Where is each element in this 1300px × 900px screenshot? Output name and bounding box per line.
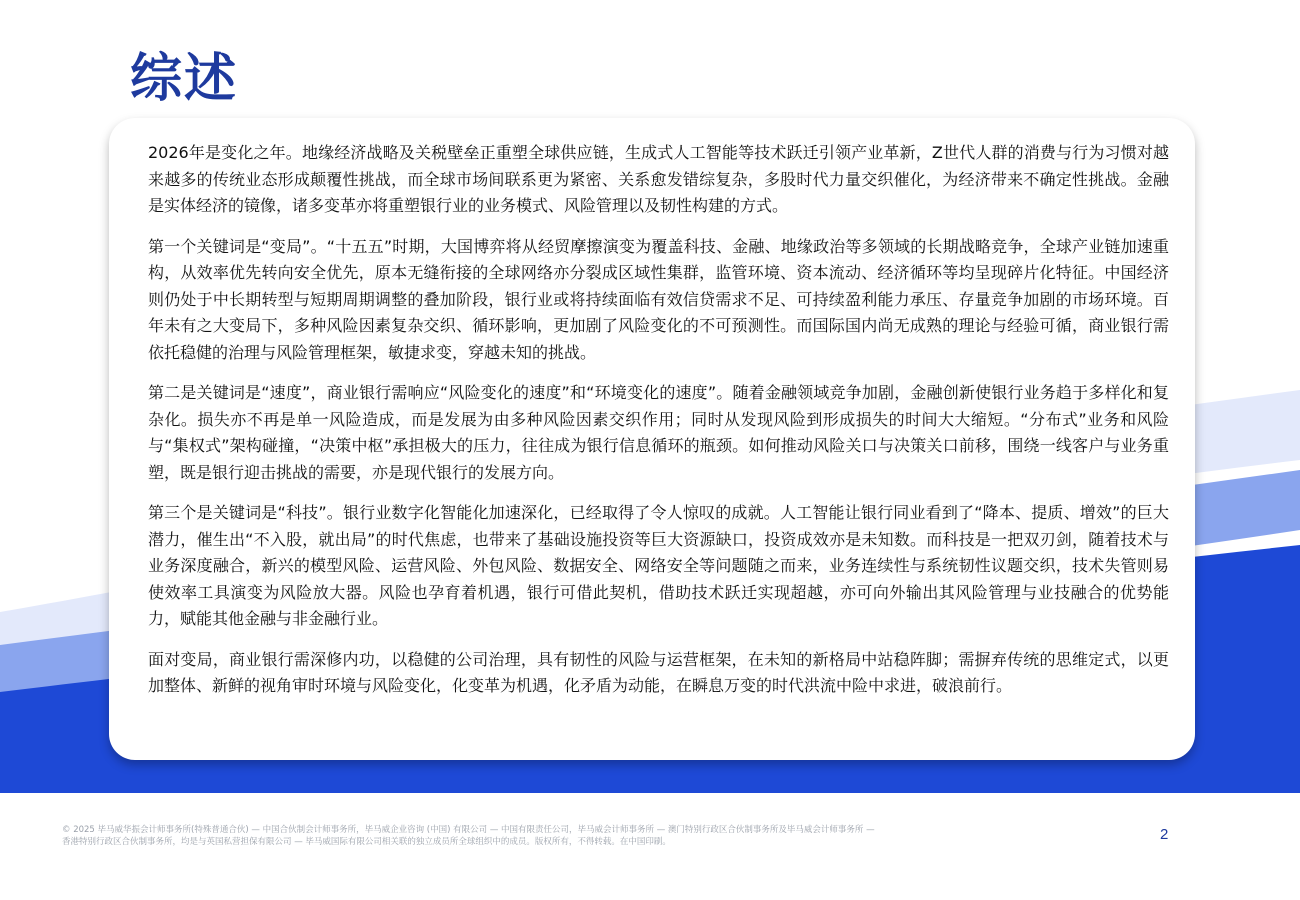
paragraph-conclusion: 面对变局，商业银行需深修内功，以稳健的公司治理，具有韧性的风险与运营框架，在未知的新格局中站稳阵脚；需摒弃传统的思维定式，以更加整体、新鲜的视角审时环境与风险变化，化变革为机遇，化矛盾为动能，在瞬息万变的时代洪流中险中求进，破浪前行。: [148, 649, 1169, 695]
footer-line: © 2025 毕马威华振会计师事务所(特殊普通合伙) — 中国合伙制会计师事务所，毕马威企业咨询 (中国) 有限公司 — 中国有限责任公司，毕马威会计师事务所 — 澳门特别行政区合伙制事务所及毕马威会计师事务所 —: [62, 825, 875, 835]
page-title: 综述: [130, 49, 239, 109]
paragraph-intro: 2026年是变化之年。地缘经济战略及关税壁垒正重塑全球供应链，生成式人工智能等技术跃迁引领产业革新，Z世代人群的消费与行为习惯对越来越多的传统业态形成颠覆性挑战，而全球市场间联系更为紧密、关系愈发错综复杂，多股时代力量交织催化，为经济带来不确定性挑战。金融是实体经济的镜像，诸多变革亦将重塑银行业的业务模式、风险管理以及韧性构建的方式。: [148, 143, 1169, 215]
paragraph-keyword-technology: 第三个是关键词是“科技”。银行业数字化智能化加速深化，已经取得了令人惊叹的成就。人工智能让银行同业看到了“降本、提质、增效”的巨大潜力，催生出“不入股，就出局”的时代焦虑，也带来了基础设施投资等巨大资源缺口，投资成效亦是未知数。而科技是一把双刃剑，随着技术与业务深度融合，新兴的模型风险、运营风险、外包风险、数据安全、网络安全等问题随之而来，业务连续性与系统韧性议题交织，技术失管则易使效率工具演变为风险放大器。风险也孕育着机遇，银行可借此契机，借助技术跃迁实现超越，亦可向外输出其风险管理与业技融合的优势能力，赋能其他金融与非金融行业。: [148, 503, 1169, 628]
copyright-footer: [62, 824, 1022, 848]
paragraph-keyword-change: 第一个关键词是“变局”。“十五五”时期，大国博弈将从经贸摩擦演变为覆盖科技、金融、地缘政治等多领域的长期战略竞争，全球产业链加速重构，从效率优先转向安全优先，原本无缝衔接的全球网络亦分裂成区域性集群，监管环境、资本流动、经济循环等均呈现碎片化特征。中国经济则仍处于中长期转型与短期周期调整的叠加阶段，银行业或将持续面临有效信贷需求不足、可持续盈利能力承压、存量竞争加剧的市场环境。百年未有之大变局下，多种风险因素复杂交织、循环影响，更加剧了风险变化的不可预测性。而国际国内尚无成熟的理论与经验可循，商业银行需依托稳健的治理与风险管理框架，敏捷求变，穿越未知的挑战。: [148, 236, 1169, 362]
content-card: [109, 118, 1195, 760]
footer-line: 香港特别行政区合伙制事务所，均是与英国私营担保有限公司 — 毕马威国际有限公司相关联的独立成员所全球组织中的成员。版权所有，不得转载。在中国印刷。: [62, 837, 671, 847]
page-number: 2: [1160, 826, 1169, 843]
paragraph-keyword-speed: 第二是关键词是“速度”，商业银行需响应“风险变化的速度”和“环境变化的速度”。随着金融领域竞争加剧，金融创新使银行业务趋于多样化和复杂化。损失亦不再是单一风险造成，而是发展为由多种风险因素交织作用；同时从发现风险到形成损失的时间大大缩短。“分布式”业务和风险与“集权式”架构碰撞，“决策中枢”承担极大的压力，往往成为银行信息循环的瓶颈。如何推动风险关口与决策关口前移，围绕一线客户与业务重塑，既是银行迎击挑战的需要，亦是现代银行的发展方向。: [148, 383, 1169, 482]
